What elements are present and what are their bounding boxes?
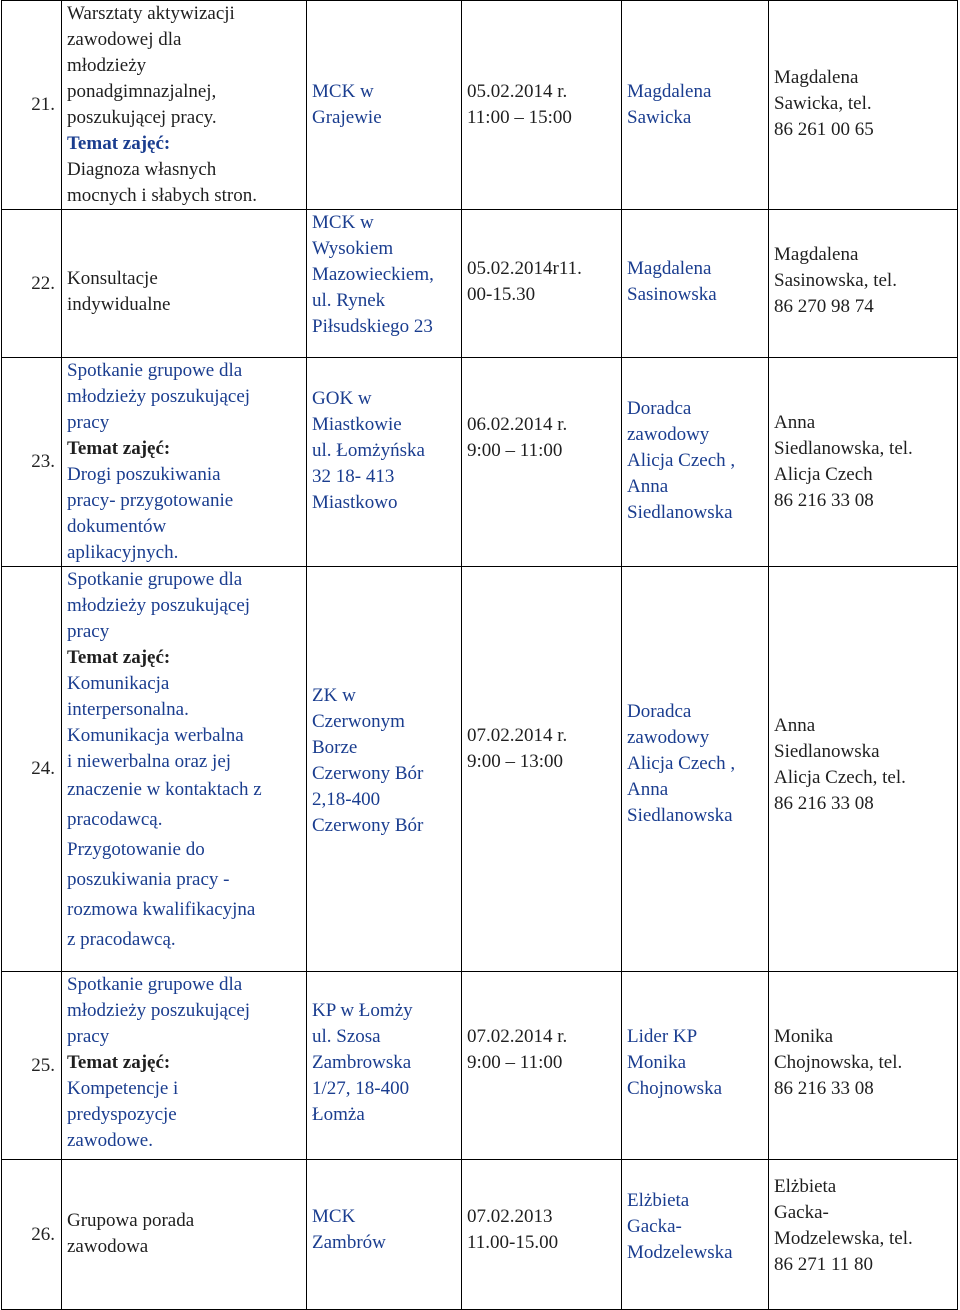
place-cell	[307, 567, 462, 972]
leader-line: Siedlanowska	[627, 805, 733, 826]
place-line: ZK w	[312, 685, 356, 706]
contact-cell	[769, 972, 958, 1160]
activity-line: interpersonalna.	[67, 699, 189, 720]
activity-line: Spotkanie grupowe dla	[67, 569, 243, 590]
contact-line: Sawicka, tel.	[774, 93, 872, 114]
leader-line: Alicja Czech ,	[627, 450, 736, 471]
place-line: 32 18- 413	[312, 466, 395, 487]
leader-cell	[622, 1160, 769, 1310]
activity-line: pracy	[67, 412, 110, 433]
activity-line: mocnych i słabych stron.	[67, 185, 257, 206]
date-cell	[462, 358, 622, 567]
contact-cell	[769, 1, 958, 210]
place-line: GOK w	[312, 388, 372, 409]
leader-line: zawodowy	[627, 424, 710, 445]
place-line: 2,18-400	[312, 789, 381, 810]
activity-line: Konsultacje	[67, 268, 158, 289]
activity-line: Komunikacja	[67, 673, 170, 694]
contact-line: Chojnowska, tel.	[774, 1052, 903, 1073]
place-cell	[307, 210, 462, 358]
contact-line: 86 216 33 08	[774, 490, 874, 511]
date-line: 9:00 – 11:00	[467, 1052, 563, 1073]
place-cell	[307, 1, 462, 210]
activity-line: młodzieży poszukującej	[67, 1000, 251, 1021]
activity-line: Diagnoza własnych	[67, 159, 217, 180]
table-row	[2, 1, 958, 210]
place-line: Wysokiem	[312, 238, 394, 259]
date-line: 9:00 – 13:00	[467, 751, 564, 772]
date-line: 9:00 – 11:00	[467, 440, 563, 461]
date-cell	[462, 972, 622, 1160]
activity-line: pracy	[67, 621, 110, 642]
activity-cell	[62, 567, 307, 972]
place-line: ul. Łomżyńska	[312, 440, 425, 461]
contact-line: Siedlanowska	[774, 741, 880, 762]
place-cell	[307, 972, 462, 1160]
leader-line: Doradca	[627, 398, 692, 419]
activity-line: zawodowe.	[67, 1130, 153, 1151]
contact-line: Siedlanowska, tel.	[774, 438, 913, 459]
place-line: Miastkowo	[312, 492, 398, 513]
contact-line: Gacka-	[774, 1202, 829, 1223]
contact-line: Anna	[774, 412, 816, 433]
leader-line: Elżbieta	[627, 1190, 690, 1211]
contact-line: Sasinowska, tel.	[774, 270, 897, 291]
activity-line: indywidualne	[67, 294, 171, 315]
activity-line: młodzieży poszukującej	[67, 386, 251, 407]
activity-line: aplikacyjnych.	[67, 542, 179, 563]
leader-cell	[622, 358, 769, 567]
activity-line: Drogi poszukiwania	[67, 464, 221, 485]
contact-line: Modzelewska, tel.	[774, 1228, 913, 1249]
activity-line: rozmowa kwalifikacyjna	[67, 899, 256, 920]
place-line: Zambrów	[312, 1232, 386, 1253]
activity-line: poszukiwania pracy -	[67, 869, 230, 890]
activity-line: zawodowa	[67, 1236, 149, 1257]
activity-line: zawodowej dla	[67, 29, 182, 50]
place-cell	[307, 358, 462, 567]
activity-cell	[62, 972, 307, 1160]
activity-cell	[62, 358, 307, 567]
place-line: ul. Rynek	[312, 290, 386, 311]
leader-line: Siedlanowska	[627, 502, 733, 523]
table-row	[2, 972, 958, 1160]
leader-line: Lider KP	[627, 1026, 698, 1047]
row-number: 25.	[2, 972, 62, 1160]
leader-line: Monika	[627, 1052, 687, 1073]
activity-line: dokumentów	[67, 516, 167, 537]
activity-line: Spotkanie grupowe dla	[67, 974, 243, 995]
activity-line: pracodawcą.	[67, 809, 163, 830]
row-number: 23.	[2, 358, 62, 567]
leader-line: Chojnowska	[627, 1078, 722, 1099]
leader-line: Magdalena	[627, 258, 712, 279]
leader-line: Gacka-	[627, 1216, 682, 1237]
leader-line: Doradca	[627, 701, 692, 722]
place-line: ul. Szosa	[312, 1026, 381, 1047]
contact-line: Magdalena	[774, 67, 859, 88]
contact-cell	[769, 1160, 958, 1310]
place-line: Borze	[312, 737, 358, 758]
leader-line: Anna	[627, 779, 669, 800]
schedule-table	[1, 0, 958, 1310]
activity-line: Spotkanie grupowe dla	[67, 360, 243, 381]
table-row	[2, 567, 958, 972]
contact-line: Alicja Czech	[774, 464, 873, 485]
leader-line: Modzelewska	[627, 1242, 733, 1263]
contact-line: Monika	[774, 1026, 834, 1047]
place-cell	[307, 1160, 462, 1310]
date-line: 00-15.30	[467, 284, 536, 305]
date-line: 05.02.2014 r.	[467, 81, 568, 102]
activity-line: Kompetencje i	[67, 1078, 179, 1099]
date-line: 07.02.2014 r.	[467, 1026, 568, 1047]
place-line: Czerwonym	[312, 711, 405, 732]
leader-line: Sasinowska	[627, 284, 717, 305]
contact-cell	[769, 358, 958, 567]
leader-line: Magdalena	[627, 81, 712, 102]
leader-line: Sawicka	[627, 107, 692, 128]
activity-line: znaczenie w kontaktach z	[67, 779, 262, 800]
activity-line: młodzieży	[67, 55, 147, 76]
contact-line: 86 216 33 08	[774, 1078, 874, 1099]
activity-line: poszukującej pracy.	[67, 107, 217, 128]
leader-cell	[622, 1, 769, 210]
row-number: 22.	[2, 210, 62, 358]
activity-line: Przygotowanie do	[67, 839, 205, 860]
leader-cell	[622, 972, 769, 1160]
place-line: MCK	[312, 1206, 356, 1227]
contact-cell	[769, 567, 958, 972]
activity-line: z pracodawcą.	[67, 929, 176, 950]
date-line: 11.00-15.00	[467, 1232, 559, 1253]
contact-line: 86 261 00 65	[774, 119, 874, 140]
date-cell	[462, 1, 622, 210]
activity-cell	[62, 210, 307, 358]
table-row	[2, 210, 958, 358]
contact-cell	[769, 210, 958, 358]
contact-line: Alicja Czech, tel.	[774, 767, 906, 788]
table-row	[2, 1160, 958, 1310]
place-line: Piłsudskiego 23	[312, 316, 433, 337]
contact-line: Anna	[774, 715, 816, 736]
place-line: Mazowieckiem,	[312, 264, 434, 285]
leader-cell	[622, 210, 769, 358]
contact-line: 86 271 11 80	[774, 1254, 874, 1275]
contact-line: 86 270 98 74	[774, 296, 874, 317]
activity-line: i niewerbalna oraz jej	[67, 751, 232, 772]
activity-line: predyspozycje	[67, 1104, 177, 1125]
leader-line: zawodowy	[627, 727, 710, 748]
activity-line: ponadgimnazjalnej,	[67, 81, 217, 102]
activity-line: Temat zajęć:	[67, 1052, 171, 1073]
row-number: 26.	[2, 1160, 62, 1310]
place-line: Grajewie	[312, 107, 382, 128]
contact-line: 86 216 33 08	[774, 793, 874, 814]
date-cell	[462, 210, 622, 358]
place-line: Czerwony Bór	[312, 763, 424, 784]
activity-line: Warsztaty aktywizacji	[67, 3, 235, 24]
date-line: 11:00 – 15:00	[467, 107, 572, 128]
activity-line: Temat zajęć:	[67, 133, 171, 154]
activity-cell	[62, 1, 307, 210]
date-line: 05.02.2014r11.	[467, 258, 582, 279]
place-line: Miastkowie	[312, 414, 402, 435]
place-line: KP w Łomży	[312, 1000, 413, 1021]
row-number: 21.	[2, 1, 62, 210]
date-line: 06.02.2014 r.	[467, 414, 568, 435]
place-line: MCK w	[312, 81, 374, 102]
activity-line: Komunikacja werbalna	[67, 725, 244, 746]
activity-line: młodzieży poszukującej	[67, 595, 251, 616]
contact-line: Elżbieta	[774, 1176, 837, 1197]
table-row	[2, 358, 958, 567]
place-line: Łomża	[312, 1104, 365, 1125]
leader-line: Anna	[627, 476, 669, 497]
place-line: Czerwony Bór	[312, 815, 424, 836]
row-number: 24.	[2, 567, 62, 972]
date-cell	[462, 567, 622, 972]
date-cell	[462, 1160, 622, 1310]
leader-cell	[622, 567, 769, 972]
date-line: 07.02.2014 r.	[467, 725, 568, 746]
activity-line: Grupowa porada	[67, 1210, 195, 1231]
leader-line: Alicja Czech ,	[627, 753, 736, 774]
place-line: Zambrowska	[312, 1052, 412, 1073]
place-line: 1/27, 18-400	[312, 1078, 410, 1099]
activity-cell	[62, 1160, 307, 1310]
date-line: 07.02.2013	[467, 1206, 553, 1227]
activity-line: Temat zajęć:	[67, 647, 171, 668]
place-line: MCK w	[312, 212, 374, 233]
contact-line: Magdalena	[774, 244, 859, 265]
activity-line: Temat zajęć:	[67, 438, 171, 459]
activity-line: pracy- przygotowanie	[67, 490, 234, 511]
activity-line: pracy	[67, 1026, 110, 1047]
